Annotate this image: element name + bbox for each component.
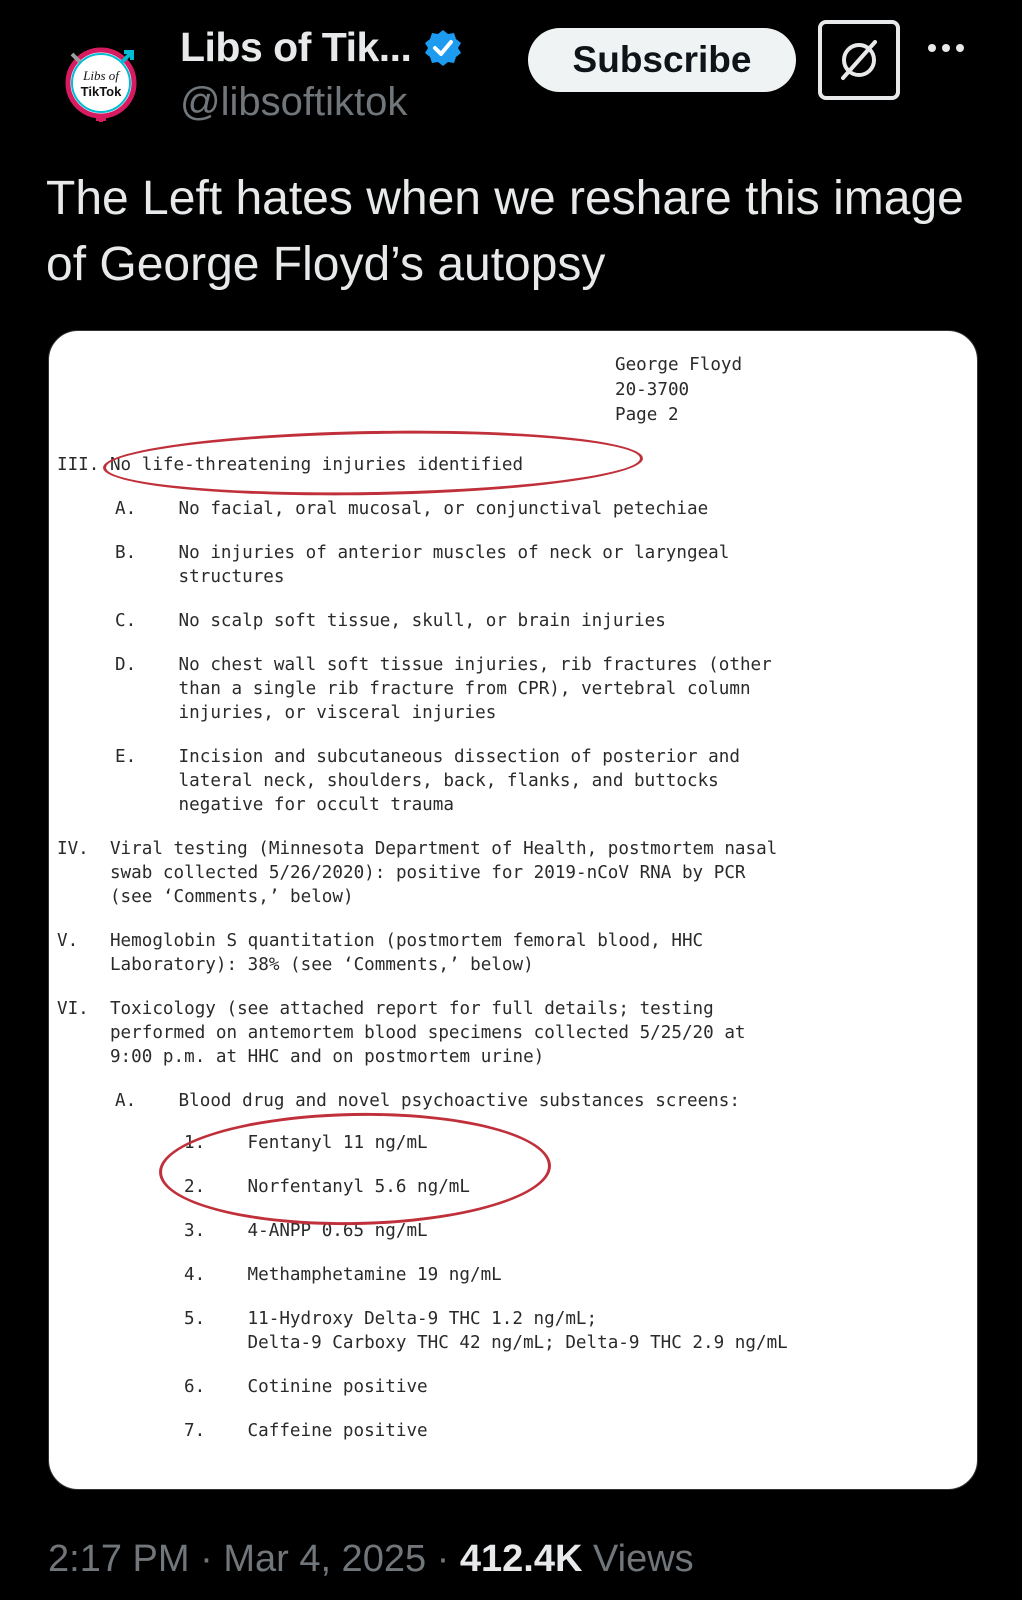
document-line: injuries, or visceral injuries bbox=[115, 703, 497, 723]
document-line: 2. Norfentanyl 5.6 ng/mL bbox=[184, 1177, 470, 1197]
author-name[interactable]: Libs of Tik... bbox=[180, 24, 412, 70]
svg-text:TikTok: TikTok bbox=[80, 84, 122, 99]
verified-badge-icon bbox=[423, 28, 463, 68]
avatar-logo-icon bbox=[62, 44, 140, 122]
document-line: than a single rib fracture from CPR), vertebral column bbox=[115, 679, 751, 699]
document-line: performed on antemortem blood specimens collected 5/25/20 at bbox=[57, 1023, 746, 1043]
document-line: 1. Fentanyl 11 ng/mL bbox=[184, 1133, 428, 1153]
document-header-line: 20-3700 bbox=[615, 380, 690, 400]
views-label: Views bbox=[582, 1538, 694, 1580]
meta-separator: · bbox=[189, 1538, 224, 1580]
tweet-time[interactable]: 2:17 PM bbox=[48, 1538, 190, 1580]
document-line: lateral neck, shoulders, back, flanks, and buttocks bbox=[115, 771, 719, 791]
autopsy-document bbox=[49, 331, 977, 1489]
avatar[interactable] bbox=[62, 44, 140, 122]
tweet-media-image[interactable] bbox=[48, 330, 978, 1490]
document-line: B. No injuries of anterior muscles of neck or laryngeal bbox=[115, 543, 730, 563]
document-line: Delta-9 Carboxy THC 42 ng/mL; Delta-9 THC 2.9 ng/mL bbox=[184, 1333, 788, 1353]
tweet-meta bbox=[48, 1538, 694, 1581]
meta-separator: · bbox=[426, 1538, 460, 1580]
document-line: V. Hemoglobin S quantitation (postmortem femoral blood, HHC bbox=[57, 931, 704, 951]
document-line: III. No life-threatening injuries identified bbox=[57, 455, 524, 475]
document-line: 4. Methamphetamine 19 ng/mL bbox=[184, 1265, 502, 1285]
document-header bbox=[615, 353, 742, 428]
tweet-date[interactable]: Mar 4, 2025 bbox=[223, 1538, 427, 1580]
document-line: (see ‘Comments,’ below) bbox=[57, 887, 354, 907]
grok-icon bbox=[835, 36, 883, 84]
author-name-row[interactable] bbox=[180, 24, 463, 71]
document-line: 3. 4-ANPP 0.65 ng/mL bbox=[184, 1221, 428, 1241]
document-header-line: George Floyd bbox=[615, 355, 743, 375]
grok-button[interactable] bbox=[818, 20, 900, 100]
document-line: IV. Viral testing (Minnesota Department of Health, postmortem nasal bbox=[57, 839, 778, 859]
document-line: Laboratory): 38% (see ‘Comments,’ below) bbox=[57, 955, 534, 975]
document-header-line: Page 2 bbox=[615, 405, 679, 425]
document-line: 5. 11-Hydroxy Delta-9 THC 1.2 ng/mL; bbox=[184, 1309, 598, 1329]
annotation-circle bbox=[158, 1110, 552, 1229]
document-line: VI. Toxicology (see attached report for full details; testing bbox=[57, 999, 714, 1019]
svg-text:Libs of: Libs of bbox=[83, 68, 119, 83]
document-line: 9:00 p.m. at HHC and on postmortem urine) bbox=[57, 1047, 545, 1067]
document-line: C. No scalp soft tissue, skull, or brain injuries bbox=[115, 611, 666, 631]
document-line: 7. Caffeine positive bbox=[184, 1421, 428, 1441]
subscribe-button[interactable]: Subscribe bbox=[528, 28, 796, 92]
author-handle[interactable]: @libsoftiktok bbox=[180, 80, 408, 124]
document-line: A. Blood drug and novel psychoactive substances screens: bbox=[115, 1091, 740, 1111]
document-line: D. No chest wall soft tissue injuries, rib fractures (other bbox=[115, 655, 772, 675]
views-count[interactable]: 412.4K bbox=[459, 1538, 583, 1580]
tweet-text: The Left hates when we reshare this image of George Floyd’s autopsy bbox=[46, 172, 964, 291]
document-line: structures bbox=[115, 567, 285, 587]
document-line: 6. Cotinine positive bbox=[184, 1377, 428, 1397]
annotation-circle bbox=[102, 426, 643, 499]
document-line: swab collected 5/26/2020): positive for 2019-nCoV RNA by PCR bbox=[57, 863, 746, 883]
document-line: E. Incision and subcutaneous dissection of posterior and bbox=[115, 747, 740, 767]
more-icon[interactable] bbox=[928, 44, 964, 52]
document-line: A. No facial, oral mucosal, or conjunctival petechiae bbox=[115, 499, 709, 519]
document-line: negative for occult trauma bbox=[115, 795, 454, 815]
